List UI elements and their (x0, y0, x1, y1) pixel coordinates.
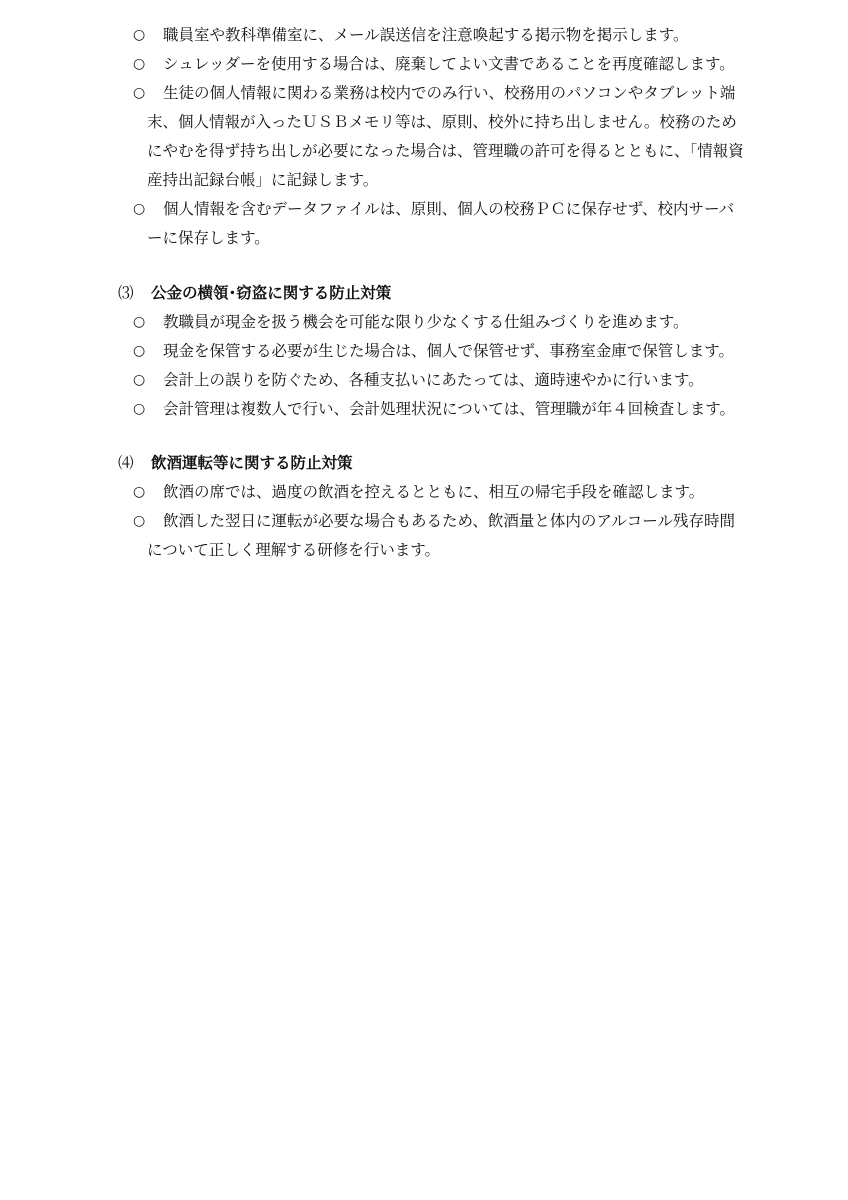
list-item (0, 395, 747, 424)
section-embezzlement (0, 279, 848, 424)
list-item (0, 195, 747, 253)
list-item (0, 478, 747, 507)
list-item-text: シュレッダーを使用する場合は、廃棄してよい文書であることを再度確認します。 (163, 55, 735, 73)
section-heading (0, 449, 848, 478)
section-drunk-driving (0, 449, 848, 565)
list-item-text: 飲酒の席では、過度の飲酒を控えるとともに、相互の帰宅手段を確認します。 (163, 483, 705, 501)
list-item (0, 337, 747, 366)
bullet-icon: ○ (133, 201, 146, 217)
list-item (0, 21, 747, 50)
bullet-icon: ○ (133, 372, 146, 388)
list-item-text: 会計上の誤りを防ぐため、各種支払いにあたっては、適時速やかに行います。 (163, 371, 704, 389)
list-item (0, 79, 747, 195)
list-item-text: 個人情報を含むデータファイルは、原則、個人の校務ＰＣに保存せず、校内サーバーに保存します。 (147, 200, 735, 247)
bullet-icon: ○ (133, 314, 146, 330)
list-item (0, 50, 747, 79)
bullet-icon: ○ (133, 85, 146, 101)
bullet-icon: ○ (133, 513, 146, 529)
bullet-icon: ○ (133, 27, 146, 43)
list-item (0, 308, 747, 337)
section-title: 飲酒運転等に関する防止対策 (151, 454, 353, 472)
intro-list (0, 21, 848, 253)
section-heading (0, 279, 848, 308)
list-item (0, 366, 747, 395)
list-item-text: 職員室や教科準備室に、メール誤送信を注意喚起する掲示物を掲示します。 (163, 26, 689, 44)
list-item-text: 生徒の個人情報に関わる業務は校内でのみ行い、校務用のパソコンやタブレット端末、個人情報が入ったＵＳＢメモリ等は、原則、校外に持ち出しません。校務のためにやむを得ず持ち出しが必要になった場合は、管理職の許可を得るとともに、「情報資産持出記録台帳」に記録します。 (147, 84, 744, 189)
section-title: 公金の横領･窃盗に関する防止対策 (151, 284, 392, 302)
bullet-icon: ○ (133, 484, 146, 500)
list-item-text: 会計管理は複数人で行い、会計処理状況については、管理職が年４回検査します。 (163, 400, 735, 418)
bullet-icon: ○ (133, 343, 146, 359)
list-item (0, 507, 747, 565)
list-item-text: 教職員が現金を扱う機会を可能な限り少なくする仕組みづくりを進めます。 (163, 313, 689, 331)
list-item-text: 飲酒した翌日に運転が必要な場合もあるため、飲酒量と体内のアルコール残存時間について正しく理解する研修を行います。 (147, 512, 735, 559)
section-number: ⑷ (118, 454, 134, 472)
bullet-icon: ○ (133, 401, 146, 417)
list-item-text: 現金を保管する必要が生じた場合は、個人で保管せず、事務室金庫で保管します。 (163, 342, 735, 360)
bullet-icon: ○ (133, 56, 146, 72)
section-number: ⑶ (118, 284, 134, 302)
